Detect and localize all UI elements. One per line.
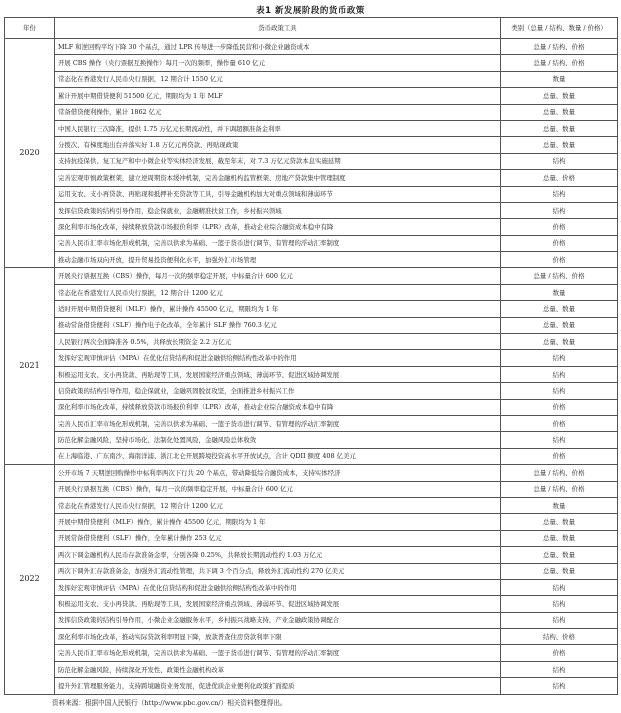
tool-cell: 适时开展中期借贷便利（MLF）操作，累计操作 45500 亿元，期限均为 1 年 bbox=[55, 301, 501, 317]
tool-cell: 两次下调金融机构人民币存款准备金率，分别各降 0.25%，共释放长期流动性约 1.03 万亿元 bbox=[55, 547, 501, 563]
table-row bbox=[5, 153, 618, 169]
tool-cell: 发挥信贷政策的结构引导作用，小微企业金融服务水平，乡村振兴战略支持，产业金融政策协调配合 bbox=[55, 612, 501, 628]
category-cell: 总量、数量 bbox=[501, 301, 618, 317]
category-cell: 价格 bbox=[501, 415, 618, 431]
header-year: 年份 bbox=[5, 18, 55, 39]
tool-cell: 信贷政策的结构引导作用，稳企保就业，金融巩固脱贫攻坚，全面推进乡村振兴工作 bbox=[55, 383, 501, 399]
table-row bbox=[5, 284, 618, 300]
table-row bbox=[5, 120, 618, 136]
tool-cell: 开展 CBS 操作（央行票据互换操作）每月一次的频率，操作量 610 亿元 bbox=[55, 55, 501, 71]
tool-cell: 发挥好宏观审慎评估（MPA）在优化信贷结构和促进金融供给侧结构性改革中的作用 bbox=[55, 350, 501, 366]
table-row bbox=[5, 415, 618, 431]
table-row bbox=[5, 629, 618, 645]
year-cell: 2022 bbox=[5, 465, 55, 694]
tool-cell: 在上海临港、广东南沙、海南洋浦、浙江北仑开展跨境投资高水平开放试点，合计 QDII 额度 408 亿美元 bbox=[55, 448, 501, 464]
table-row bbox=[5, 202, 618, 218]
table-title: 表1 新发展阶段的货币政策 bbox=[256, 6, 365, 16]
tool-cell: 完善人民币汇率市场化形成机制，完善以供求为基础、一篮子货币进行调节、有管理的浮动汇率制度 bbox=[55, 415, 501, 431]
table-row bbox=[5, 497, 618, 513]
tool-cell: 防范化解金融风险，持续深化开发性、政策性金融机构改革 bbox=[55, 661, 501, 677]
category-cell: 结构 bbox=[501, 366, 618, 382]
tool-cell: 发挥好宏观审慎评估（MPA）在优化信贷结构和促进金融供给侧结构性改革中的作用 bbox=[55, 579, 501, 595]
tool-cell: 提升外汇管理服务能力，支持跨境融资业务发展，促进优质企业便利化政策扩面提质 bbox=[55, 678, 501, 694]
table-row bbox=[5, 465, 618, 481]
category-cell: 价格 bbox=[501, 252, 618, 268]
year-cell: 2020 bbox=[5, 39, 55, 268]
category-cell: 总量、数量 bbox=[501, 88, 618, 104]
category-cell: 价格 bbox=[501, 448, 618, 464]
category-cell: 数量 bbox=[501, 71, 618, 87]
table-row bbox=[5, 530, 618, 546]
category-cell: 价格 bbox=[501, 235, 618, 251]
tool-cell: 开展央行票据互换（CBS）操作，每月一次的频率稳定开展，中标量合计 600 亿元 bbox=[55, 268, 501, 284]
tool-cell: 两次下调外汇存款准备金，加强外汇流动性管理，共下调 3 个百分点，释放外汇流动性约 270 亿美元 bbox=[55, 563, 501, 579]
category-cell: 结构 bbox=[501, 661, 618, 677]
header-row bbox=[5, 18, 618, 39]
table-row bbox=[5, 563, 618, 579]
category-cell: 总量、数量 bbox=[501, 137, 618, 153]
tool-cell: 推动金融市场双向开放，提升贸易投资便利化水平，加强外汇市场管理 bbox=[55, 252, 501, 268]
category-cell: 总量、数量 bbox=[501, 120, 618, 136]
tool-cell: 积极运用支农、支小再贷款、再贴现等工具，发展国家经济重点领域、薄弱环节、促进区域协调发展 bbox=[55, 596, 501, 612]
category-cell: 总量 / 结构、价格 bbox=[501, 39, 618, 55]
tool-cell: 累计开展中期借贷便利 51500 亿元，期限均为 1 年 MLF bbox=[55, 88, 501, 104]
category-cell: 总量、数量 bbox=[501, 334, 618, 350]
tool-cell: 深化利率市场化改革，推动实际贷款利率明显下降，放款普查住房贷款利率下限 bbox=[55, 629, 501, 645]
table-row bbox=[5, 432, 618, 448]
category-cell: 价格 bbox=[501, 399, 618, 415]
category-cell: 价格 bbox=[501, 219, 618, 235]
table-row bbox=[5, 579, 618, 595]
category-cell: 总量 / 结构、价格 bbox=[501, 465, 618, 481]
category-cell: 结构 bbox=[501, 186, 618, 202]
table-row bbox=[5, 170, 618, 186]
category-cell: 总量 / 结构、价格 bbox=[501, 268, 618, 284]
category-cell: 结构 bbox=[501, 678, 618, 694]
category-cell: 总量、数量 bbox=[501, 514, 618, 530]
table-row bbox=[5, 219, 618, 235]
category-cell: 结构 bbox=[501, 432, 618, 448]
tool-cell: 发挥信贷政策的结构引导作用，稳企保就业，金融精准扶贫工作，乡村振兴领域 bbox=[55, 202, 501, 218]
table-row bbox=[5, 678, 618, 694]
category-cell: 结构 bbox=[501, 350, 618, 366]
tool-cell: 公开市场 7 天期逆回购操作中标利率两次下行共 20 个基点，带动降低综合融资成本，支持实体经济 bbox=[55, 465, 501, 481]
category-cell: 数量 bbox=[501, 284, 618, 300]
category-cell: 结构 bbox=[501, 612, 618, 628]
table-row bbox=[5, 366, 618, 382]
table-row bbox=[5, 235, 618, 251]
monetary-policy-table bbox=[4, 17, 618, 695]
source-note: 资料来源：根据中国人民银行（http://www.pbc.gov.cn/）相关资料整理得出。 bbox=[52, 699, 287, 707]
table-row bbox=[5, 383, 618, 399]
tool-cell: 完善人民币汇率市场化形成机制，完善以供求为基础、一篮子货币进行调节、有管理的浮动汇率制度 bbox=[55, 235, 501, 251]
table-row bbox=[5, 137, 618, 153]
table-row bbox=[5, 104, 618, 120]
category-cell: 总量 / 结构、价格 bbox=[501, 55, 618, 71]
tool-cell: 常态化在香港发行人民币央行票据，12 期合计 1550 亿元 bbox=[55, 71, 501, 87]
table-row bbox=[5, 612, 618, 628]
table-row bbox=[5, 645, 618, 661]
table-header bbox=[5, 18, 618, 39]
table-row bbox=[5, 448, 618, 464]
tool-cell: 推动常备借贷便利（SLF）操作电子化改革，全年累计 SLF 操作 760.3 亿元 bbox=[55, 317, 501, 333]
category-cell: 结构 bbox=[501, 153, 618, 169]
category-cell: 结构 bbox=[501, 579, 618, 595]
tool-cell: 支持抗疫保供、复工复产和中小微企业等实体经济发展，截至年末，对 7.3 万亿元贷款本息实施延期 bbox=[55, 153, 501, 169]
table-row bbox=[5, 514, 618, 530]
category-cell: 总量、数量 bbox=[501, 104, 618, 120]
category-cell: 总量、数量 bbox=[501, 317, 618, 333]
tool-cell: 开展常备借贷便利（SLF）操作，全年累计操作 253 亿元 bbox=[55, 530, 501, 546]
table-row bbox=[5, 661, 618, 677]
table-row bbox=[5, 350, 618, 366]
category-cell: 结构 bbox=[501, 596, 618, 612]
category-cell: 总量、价格 bbox=[501, 170, 618, 186]
table-row bbox=[5, 88, 618, 104]
tool-cell: 开展中期借贷便利（MLF）操作，累计操作 45500 亿元，期限均为 1 年 bbox=[55, 514, 501, 530]
tool-cell: 完善宏观审慎政策框架，建立逆周期资本缓冲机制，完善金融机构监管框架、房地产贷款集中管理制度 bbox=[55, 170, 501, 186]
table-row bbox=[5, 317, 618, 333]
tool-cell: 积极运用支农、支小再贷款、再贴现等工具，发展国家经济重点领域、薄弱环节、促进区域协调发展 bbox=[55, 366, 501, 382]
table-row bbox=[5, 547, 618, 563]
table-row bbox=[5, 39, 618, 55]
table-row bbox=[5, 71, 618, 87]
tool-cell: 常备借贷便利操作，累计 1862 亿元 bbox=[55, 104, 501, 120]
tool-cell: 防范化解金融风险，坚持市场化、法制化处置风险，金融风险总体收敛 bbox=[55, 432, 501, 448]
category-cell: 总量 / 结构、价格 bbox=[501, 481, 618, 497]
table-row bbox=[5, 481, 618, 497]
tool-cell: 中国人民银行三次降准，提供 1.75 万亿元长期流动性，并下调超额准备金利率 bbox=[55, 120, 501, 136]
table-row bbox=[5, 186, 618, 202]
table-body bbox=[5, 39, 618, 695]
category-cell: 价格 bbox=[501, 645, 618, 661]
category-cell: 结构 bbox=[501, 383, 618, 399]
year-cell: 2021 bbox=[5, 268, 55, 465]
category-cell: 总量、数量 bbox=[501, 563, 618, 579]
tool-cell: 常态化在香港发行人民币央行票据，12 期合计 1200 亿元 bbox=[55, 497, 501, 513]
tool-cell: 完善人民币汇率市场化形成机制，完善以供求为基础、一篮子货币进行调节、有管理的浮动汇率制度 bbox=[55, 645, 501, 661]
tool-cell: 深化利率市场化改革，持续释放贷款市场报价利率（LPR）改革，推动企业综合融资成本稳中有降 bbox=[55, 399, 501, 415]
tool-cell: 开展央行票据互换（CBS）操作，每月一次的频率稳定开展，中标量合计 600 亿元 bbox=[55, 481, 501, 497]
category-cell: 数量 bbox=[501, 497, 618, 513]
header-category: 类别（总量 / 结构、数量 / 价格） bbox=[501, 18, 618, 39]
table-row bbox=[5, 399, 618, 415]
table-row bbox=[5, 301, 618, 317]
tool-cell: 运用支农、支小再贷款、再贴现和抵押补充贷款等工具，引导金融机构加大对重点领域和薄弱环节 bbox=[55, 186, 501, 202]
tool-cell: 常态化在香港发行人民币央行票据，12 期合计 1200 亿元 bbox=[55, 284, 501, 300]
category-cell: 总量、数量 bbox=[501, 530, 618, 546]
category-cell: 结构 bbox=[501, 202, 618, 218]
table-row bbox=[5, 268, 618, 284]
table-row bbox=[5, 596, 618, 612]
header-tool: 货币政策工具 bbox=[55, 18, 501, 39]
tool-cell: 人民银行两次全面降准各 0.5%，共释放长期资金 2.2 万亿元 bbox=[55, 334, 501, 350]
table-row bbox=[5, 55, 618, 71]
category-cell: 总量、数量 bbox=[501, 547, 618, 563]
table-row bbox=[5, 334, 618, 350]
tool-cell: MLF 和逆回购平均下降 30 个基点，通过 LPR 传导进一步降低民营和小微企业融资成本 bbox=[55, 39, 501, 55]
tool-cell: 分拨次、有梯度地出台并落实好 1.8 万亿元再贷款、再贴现政策 bbox=[55, 137, 501, 153]
table-row bbox=[5, 252, 618, 268]
tool-cell: 深化利率市场化改革，持续释放贷款市场报价利率（LPR）改革，推动企业综合融资成本稳中有降 bbox=[55, 219, 501, 235]
category-cell: 结构、价格 bbox=[501, 629, 618, 645]
